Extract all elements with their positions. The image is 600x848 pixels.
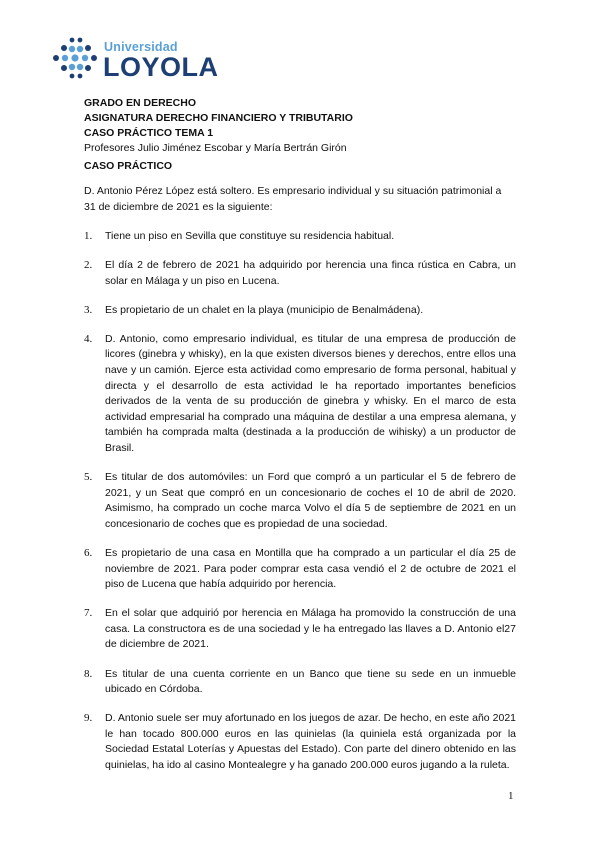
list-item: [84, 470, 516, 532]
degree-line: GRADO EN DERECHO: [84, 97, 197, 109]
list-item: [84, 258, 516, 289]
section-title: CASO PRÁCTICO: [84, 160, 173, 172]
list-item-text: Es propietario de un chalet en la playa (municipio de Benalmádena).: [105, 303, 424, 316]
university-logo: [50, 30, 220, 85]
list-item-text: Es titular de una cuenta corriente en un Banco que tiene su sede en un inmueble ubicado en Córdoba.: [105, 667, 516, 696]
page-number: 1: [508, 790, 514, 802]
document-header: [84, 96, 353, 156]
list-item-number: 1.: [84, 230, 93, 242]
list-item: [84, 711, 516, 773]
list-item: [84, 303, 516, 319]
list-item-text: Es titular de dos automóviles: un Ford que compró a un particular el 5 de febrero de 2021, y un Seat que compró en un concesionario de coches el 10 de abril de 2020. Asimismo, ha comprado un coche marca Volvo el día 5 de septiembre de 2021 en un concesionario de coches que es propiedad de una sociedad.: [105, 471, 516, 530]
list-item-number: 4.: [84, 332, 93, 345]
list-item-number: 5.: [84, 471, 93, 484]
list-item-text: En el solar que adquirió por herencia en Málaga ha promovido la construcción de una casa. La constructora es de una sociedad y le ha entregado las llaves a D. Antonio el27 de diciembre de 2021.: [105, 607, 516, 651]
list-item: [84, 606, 516, 653]
list-item-number: 3.: [84, 303, 93, 316]
list-item-number: 2.: [84, 259, 93, 272]
case-items-list: [84, 229, 516, 787]
list-item-number: 7.: [84, 607, 93, 620]
list-item-text: Es propietario de una casa en Montilla que ha comprado a un particular el día 25 de noviembre de 2021. Para poder comprar esta casa vendió el 2 de octubre de 2021 el piso de Lucena que había adquirido por herencia.: [105, 547, 516, 591]
logo-main-text: LOYOLA: [103, 52, 219, 82]
list-item-text: Tiene un piso en Sevilla que constituye su residencia habitual.: [105, 230, 395, 242]
list-item: [84, 667, 516, 698]
list-item-number: 9.: [84, 712, 93, 725]
logo-top-text: Universidad: [104, 40, 178, 54]
logo-dots-icon: [50, 36, 100, 80]
list-item-text: D. Antonio suele ser muy afortunado en los juegos de azar. De hecho, en este año 2021 le han tocado 800.000 euros en las quinielas (la quiniela está organizada por la Sociedad Estatal Loterías y Apuestas del Estado). Con parte del dinero obtenido en las quinielas, ha ido al casino Montealegre y ha ganado 200.000 euros jugando a la ruleta.: [105, 712, 516, 772]
list-item: [84, 332, 516, 457]
case-topic-line: CASO PRÁCTICO TEMA 1: [84, 127, 214, 139]
list-item-number: 8.: [84, 667, 93, 680]
intro-paragraph: D. Antonio Pérez López está soltero. Es empresario individual y su situación patrimonial a 31 de diciembre de 2021 es la siguiente:: [84, 185, 502, 213]
list-item-number: 6.: [84, 547, 93, 559]
professors-line: Profesores Julio Jiménez Escobar y María Bertrán Girón: [84, 142, 347, 154]
list-item: [84, 229, 516, 245]
list-item: [84, 546, 516, 593]
subject-line: ASIGNATURA DERECHO FINANCIERO Y TRIBUTARIO: [84, 112, 353, 124]
list-item-text: D. Antonio, como empresario individual, es titular de una empresa de producción de licores (ginebra y whisky), en la que existen diversos bienes y derechos, entre ellos una nave y un camión. Ejerce esta actividad como empresario de forma personal, habitual y directa y el desarrollo de esta actividad le ha reportado importantes beneficios derivados de la venta de su producción de ginebra y whisky. En el marco de esta actividad empresarial ha comprado una máquina de destilar a una empresa alemana, y también ha comprada malta (destinada a la producción de wihisky) a un productor de Brasil.: [105, 332, 516, 455]
list-item-text: El día 2 de febrero de 2021 ha adquirido por herencia una finca rústica en Cabra, un solar en Málaga y un piso en Lucena.: [105, 259, 516, 287]
